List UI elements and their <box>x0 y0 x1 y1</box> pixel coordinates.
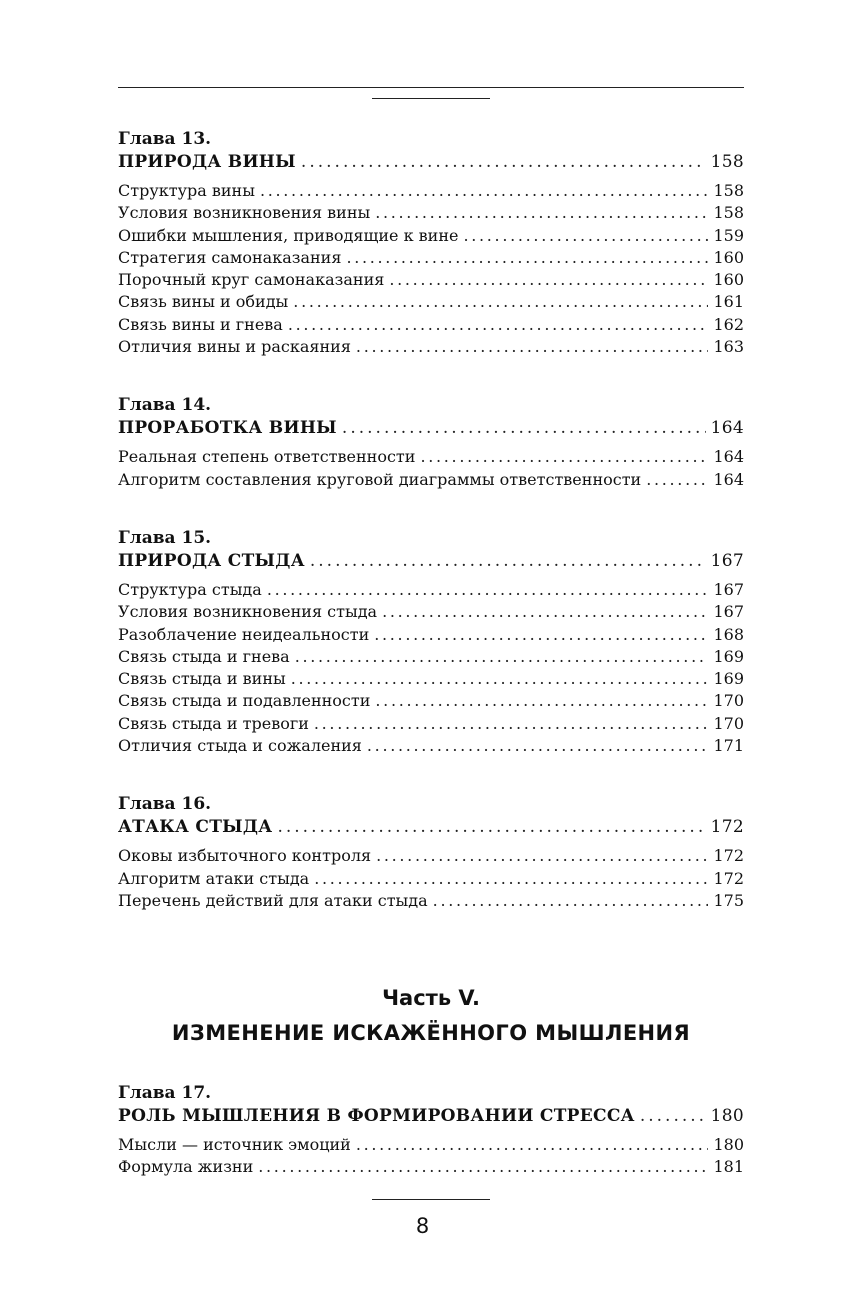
chapter-13 <box>118 128 744 358</box>
chapter-label: Глава 17. <box>118 1083 212 1103</box>
entry-title: Условия возникновения вины <box>118 203 371 223</box>
page-ref: 158 <box>713 181 744 200</box>
page-ref: 172 <box>713 846 744 866</box>
dot-leader <box>420 446 708 468</box>
page-ref: 175 <box>713 890 744 910</box>
section-list <box>118 845 744 912</box>
page-ref: 172 <box>710 817 744 838</box>
page-ref: 170 <box>713 713 744 733</box>
dot-leader <box>301 150 706 174</box>
entry-title: Отличия стыда и сожаления <box>118 736 362 756</box>
chapter-label: Глава 13. <box>118 129 212 149</box>
page-ref: 164 <box>710 418 744 439</box>
toc-entry[interactable] <box>118 202 744 224</box>
entry-title: Реальная степень ответственности <box>118 447 416 467</box>
chapter-14 <box>118 394 744 491</box>
toc-entry[interactable] <box>118 446 744 468</box>
spacer <box>118 358 744 394</box>
dot-leader <box>389 269 708 291</box>
chapter-title-entry[interactable] <box>118 815 744 839</box>
dot-leader <box>277 815 705 839</box>
dot-leader <box>356 1134 709 1156</box>
toc-entry[interactable] <box>118 180 744 202</box>
dot-leader <box>382 601 708 623</box>
dot-leader <box>346 247 708 269</box>
entry-title: Отличия вины и раскаяния <box>118 337 351 357</box>
entry-title: Перечень действий для атаки стыда <box>118 890 428 910</box>
toc-entry[interactable] <box>118 469 744 491</box>
chapter-label: Глава 14. <box>118 395 212 416</box>
chapter-16 <box>118 793 744 912</box>
part-label: Часть V. <box>382 986 480 1010</box>
chapter-title-entry[interactable] <box>118 150 744 174</box>
toc-block-part-5 <box>118 1082 744 1179</box>
toc-entry[interactable] <box>118 624 744 646</box>
dot-leader <box>376 845 708 867</box>
entry-title: Связь стыда и тревоги <box>118 713 309 733</box>
toc-entry[interactable] <box>118 646 744 668</box>
toc-entry[interactable] <box>118 269 744 291</box>
chapter-label: Глава 16. <box>118 794 212 815</box>
dot-leader <box>288 314 709 336</box>
page-ref: 172 <box>713 868 744 888</box>
page-number: 8 <box>415 1214 430 1238</box>
page-ref: 164 <box>713 447 744 467</box>
page-ref: 159 <box>713 225 744 245</box>
page-ref: 171 <box>713 736 744 756</box>
entry-title: Структура вины <box>118 181 255 200</box>
toc-entry[interactable] <box>118 690 744 712</box>
page-ref: 158 <box>713 203 744 223</box>
chapter-title-entry[interactable] <box>118 416 744 440</box>
toc-entry[interactable] <box>118 247 744 269</box>
page-ref: 158 <box>710 152 744 172</box>
dot-leader <box>314 713 709 735</box>
dot-leader <box>463 225 708 247</box>
chapter-label: Глава 15. <box>118 527 212 548</box>
chapter-title-entry[interactable] <box>118 1104 744 1128</box>
dot-leader <box>314 868 708 890</box>
dot-leader <box>267 579 709 601</box>
dot-leader <box>258 1156 708 1178</box>
toc-block <box>118 128 744 912</box>
chapter-title-entry[interactable] <box>118 549 744 573</box>
chapter-17 <box>118 1082 744 1179</box>
chapter-title: АТАКА СТЫДА <box>118 817 273 838</box>
dot-leader <box>356 336 709 358</box>
toc-entry[interactable] <box>118 890 744 912</box>
dot-leader <box>260 180 709 202</box>
chapter-15 <box>118 527 744 757</box>
footer-short-rule <box>372 1199 490 1200</box>
entry-title: Связь стыда и гнева <box>118 646 290 666</box>
page-ref: 180 <box>710 1106 744 1126</box>
dot-leader <box>367 735 709 757</box>
entry-title: Алгоритм атаки стыда <box>118 868 310 888</box>
entry-title: Связь вины и гнева <box>118 314 283 334</box>
dot-leader <box>433 890 709 912</box>
toc-entry[interactable] <box>118 1156 744 1178</box>
entry-title: Условия возникновения стыда <box>118 602 378 622</box>
entry-title: Структура стыда <box>118 579 262 599</box>
page-ref: 181 <box>713 1157 744 1177</box>
toc-entry[interactable] <box>118 713 744 735</box>
entry-title: Ошибки мышления, приводящие к вине <box>118 225 459 245</box>
chapter-title: ПРОРАБОТКА ВИНЫ <box>118 418 337 439</box>
toc-entry[interactable] <box>118 225 744 247</box>
toc-entry[interactable] <box>118 668 744 690</box>
entry-title: Порочный круг самонаказания <box>118 270 385 290</box>
section-list <box>118 446 744 491</box>
entry-title: Оковы избыточного контроля <box>118 846 372 866</box>
dot-leader <box>291 668 709 690</box>
toc-entry[interactable] <box>118 845 744 867</box>
page-ref: 160 <box>713 247 744 267</box>
page-ref: 160 <box>713 270 744 290</box>
toc-entry[interactable] <box>118 336 744 358</box>
dot-leader <box>375 690 708 712</box>
entry-title: Связь вины и обиды <box>118 292 289 312</box>
entry-title: Алгоритм составления круговой диаграммы ответственности <box>118 469 642 489</box>
page-ref: 168 <box>713 624 744 644</box>
dot-leader <box>640 1104 706 1128</box>
chapter-title: РОЛЬ МЫШЛЕНИЯ В ФОРМИРОВАНИИ СТРЕССА <box>118 1106 635 1126</box>
page-ref: 169 <box>713 646 744 666</box>
chapter-title: ПРИРОДА СТЫДА <box>118 550 305 571</box>
page-ref: 169 <box>713 669 744 689</box>
page-ref: 167 <box>710 550 744 571</box>
page-ref: 167 <box>713 579 744 599</box>
dot-leader <box>375 202 708 224</box>
chapter-title: ПРИРОДА ВИНЫ <box>118 152 296 172</box>
toc-entry[interactable] <box>118 314 744 336</box>
dot-leader <box>342 416 706 440</box>
dot-leader <box>646 469 708 491</box>
entry-title: Связь стыда и вины <box>118 669 286 689</box>
dot-leader <box>293 291 708 313</box>
toc-entry[interactable] <box>118 579 744 601</box>
page-ref: 170 <box>713 691 744 711</box>
part-heading <box>118 983 744 1048</box>
section-list <box>118 1134 744 1179</box>
entry-title: Разоблачение неидеальности <box>118 624 370 644</box>
entry-title: Связь стыда и подавленности <box>118 691 371 711</box>
page-ref: 162 <box>713 314 744 334</box>
entry-title: Стратегия самонаказания <box>118 247 342 267</box>
header-short-rule <box>372 98 490 99</box>
toc-entry[interactable] <box>118 1134 744 1156</box>
entry-title: Формула жизни <box>118 1157 254 1177</box>
page-ref: 180 <box>713 1135 744 1154</box>
section-list <box>118 180 744 358</box>
spacer <box>118 491 744 527</box>
toc-entry[interactable] <box>118 868 744 890</box>
part-title: ИЗМЕНЕНИЕ ИСКАЖЁННОГО МЫШЛЕНИЯ <box>171 1021 691 1045</box>
entry-title: Мысли — источник эмоций <box>118 1135 351 1154</box>
page-ref: 167 <box>713 602 744 622</box>
toc-entry[interactable] <box>118 735 744 757</box>
header-rule <box>118 87 744 88</box>
page-ref: 163 <box>713 337 744 357</box>
page-ref: 164 <box>713 469 744 489</box>
toc-entry[interactable] <box>118 601 744 623</box>
dot-leader <box>295 646 709 668</box>
section-list <box>118 579 744 757</box>
page-ref: 161 <box>713 292 744 312</box>
dot-leader <box>310 549 706 573</box>
toc-entry[interactable] <box>118 291 744 313</box>
dot-leader <box>374 624 708 646</box>
spacer <box>118 757 744 793</box>
